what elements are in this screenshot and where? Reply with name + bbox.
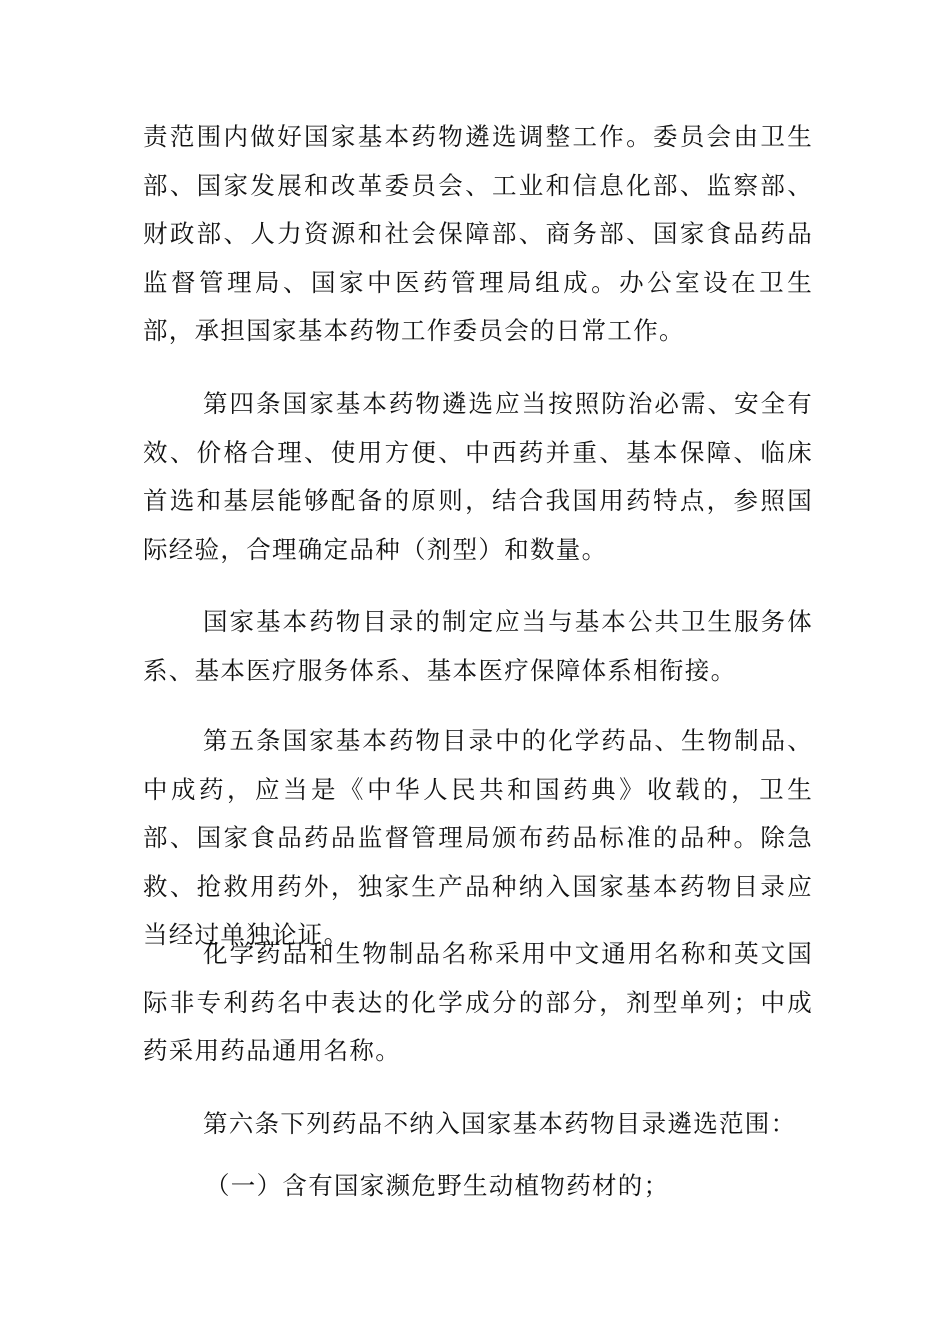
paragraph-drug-naming: 化学药品和生物制品名称采用中文通用名称和英文国际非专利药名中表达的化学成分的部分，剂型单列；中成药采用药品通用名称。 [143, 939, 813, 1065]
paragraph-article-5: 第五条国家基本药物目录中的化学药品、生物制品、中成药，应当是《中华人民共和国药典》收载的，卫生部、国家食品药品监督管理局颁布药品标准的品种。除急救、抢救用药外，独家生产品种纳入国家基本药物目录应当经过单独论证。 [143, 726, 813, 949]
list-item-1: （一）含有国家濒危野生动植物药材的； [205, 1171, 670, 1200]
paragraph-catalog-alignment: 国家基本药物目录的制定应当与基本公共卫生服务体系、基本医疗服务体系、基本医疗保障体系相衔接。 [143, 607, 813, 685]
paragraph-article-6: 第六条下列药品不纳入国家基本药物目录遴选范围： [203, 1109, 797, 1138]
paragraph-article-4: 第四条国家基本药物遴选应当按照防治必需、安全有效、价格合理、使用方便、中西药并重、基本保障、临床首选和基层能够配备的原则，结合我国用药特点，参照国际经验，合理确定品种（剂型）和数量。 [143, 389, 813, 564]
paragraph-committee-composition: 责范围内做好国家基本药物遴选调整工作。委员会由卫生部、国家发展和改革委员会、工业和信息化部、监察部、财政部、人力资源和社会保障部、商务部、国家食品药品监督管理局、国家中医药管理局组成。办公室设在卫生部，承担国家基本药物工作委员会的日常工作。 [143, 122, 813, 345]
